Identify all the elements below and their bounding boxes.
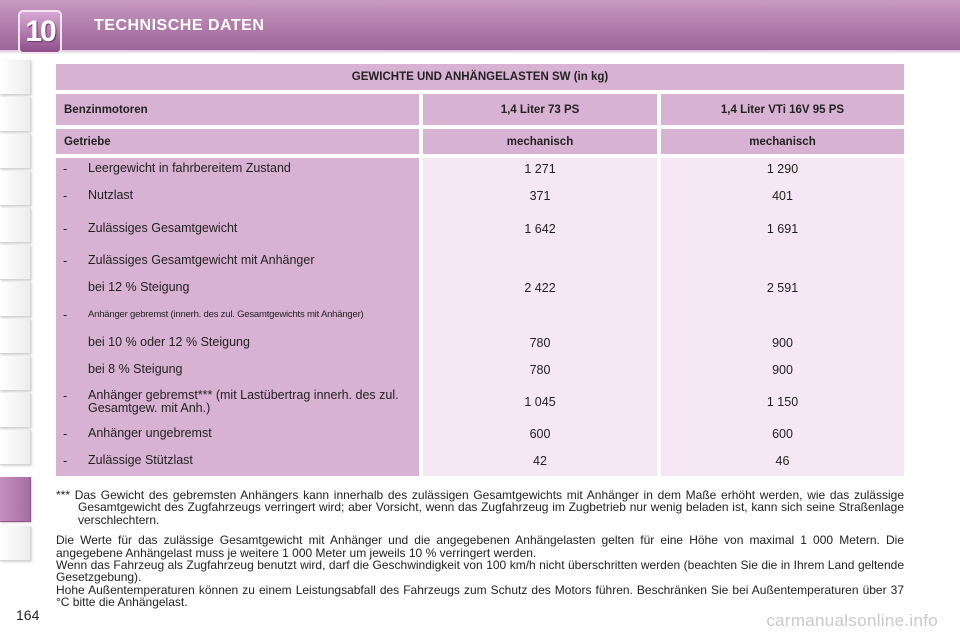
row-label: bei 8 % Steigung bbox=[88, 362, 183, 376]
table-header-row bbox=[56, 129, 904, 154]
row-dash: - bbox=[63, 389, 68, 403]
row-label: Zulässiges Gesamtgewicht mit Anhänger bbox=[88, 253, 315, 267]
chapter-tab[interactable] bbox=[0, 319, 31, 354]
table-cell: 1 150 bbox=[766, 395, 799, 409]
row-dash: - bbox=[63, 254, 68, 268]
chapter-tab[interactable] bbox=[0, 134, 31, 169]
page-number: 164 bbox=[16, 607, 40, 623]
watermark: carmanualsonline.info bbox=[766, 611, 938, 630]
row-dash: - bbox=[63, 427, 68, 441]
row-label: Zulässige Stützlast bbox=[88, 453, 193, 467]
table-cell: 46 bbox=[775, 454, 790, 468]
row-label: Anhänger gebremst (innerh. des zul. Gesamtgewichts mit Anhänger) bbox=[88, 309, 364, 320]
row-dash: - bbox=[63, 454, 68, 468]
table-cell: 2 591 bbox=[766, 281, 799, 295]
header-cell-gearbox: Getriebe bbox=[56, 129, 419, 154]
chapter-tab[interactable] bbox=[0, 356, 31, 391]
row-dash: - bbox=[63, 222, 68, 236]
row-dash: - bbox=[63, 308, 68, 322]
header-cell-model-2: 1,4 Liter VTi 16V 95 PS bbox=[661, 94, 904, 125]
chapter-tab[interactable] bbox=[0, 526, 31, 561]
paragraph: Die Werte für das zulässige Gesamtgewicht mit Anhänger und die angegebenen Anhängelasten gelten für eine Höhe von maximal 1 000 Metern. Die angegebene Anhängelast muss je weitere 1 000 Meter um jeweils 10 % verringert werden. bbox=[56, 533, 904, 560]
paragraph: Hohe Außentemperaturen können zu einem Leistungsabfall des Fahrzeugs zum Schutz des Motors führen. Beschränken Sie bei Außentemperaturen über 37 °C bitte die Anhängelast. bbox=[56, 582, 904, 610]
page-title: TECHNISCHE DATEN bbox=[94, 17, 265, 34]
chapter-tab[interactable] bbox=[0, 245, 31, 280]
table-cell: 1 271 bbox=[524, 162, 556, 176]
chapter-tab[interactable] bbox=[0, 97, 31, 132]
row-label: Zulässiges Gesamtgewicht bbox=[88, 221, 238, 235]
table-header-row bbox=[56, 94, 904, 125]
value-column-1 bbox=[423, 158, 657, 476]
row-label: Anhänger ungebremst bbox=[88, 426, 212, 440]
row-dash: - bbox=[63, 162, 68, 176]
row-label: Anhänger gebremst*** (mit Lastübertrag innerh. des zul. Gesamtgew. mit Anh.) bbox=[88, 388, 399, 415]
row-label: Nutzlast bbox=[88, 188, 134, 202]
header-cell-engine: Benzinmotoren bbox=[56, 94, 419, 125]
chapter-tab-active[interactable] bbox=[0, 477, 31, 522]
header-cell-gearbox-2: mechanisch bbox=[661, 129, 904, 154]
chapter-tab[interactable] bbox=[0, 430, 31, 465]
header-divider bbox=[0, 50, 960, 54]
label-column bbox=[56, 158, 419, 476]
header-cell-gearbox-1: mechanisch bbox=[423, 129, 657, 154]
chapter-number-badge: 10 bbox=[18, 10, 62, 54]
table-cell: 401 bbox=[772, 189, 793, 203]
table-cell: 600 bbox=[772, 427, 793, 441]
table-cell: 780 bbox=[529, 336, 551, 350]
row-label: bei 10 % oder 12 % Steigung bbox=[88, 335, 250, 349]
table-cell: 600 bbox=[529, 427, 551, 441]
table-cell: 1 045 bbox=[524, 395, 556, 409]
weights-table bbox=[56, 64, 904, 476]
table-cell: 1 642 bbox=[524, 222, 556, 236]
chapter-tab[interactable] bbox=[0, 208, 31, 243]
table-cell: 1 691 bbox=[766, 222, 799, 236]
chapter-tab[interactable] bbox=[0, 171, 31, 206]
chapter-tab[interactable] bbox=[0, 60, 31, 95]
header-cell-model-1: 1,4 Liter 73 PS bbox=[423, 94, 657, 125]
chapter-tab-rail bbox=[0, 60, 32, 580]
table-cell: 371 bbox=[529, 189, 551, 203]
chapter-tab[interactable] bbox=[0, 282, 31, 317]
row-label: bei 12 % Steigung bbox=[88, 280, 190, 294]
table-cell: 42 bbox=[533, 454, 547, 468]
table-caption: GEWICHTE UND ANHÄNGELASTEN SW (in kg) bbox=[56, 64, 904, 90]
value-column-2 bbox=[661, 158, 904, 476]
row-label: Leergewicht in fahrbereitem Zustand bbox=[88, 161, 291, 175]
table-cell: 900 bbox=[772, 363, 793, 377]
notes-section bbox=[56, 489, 904, 609]
table-cell: 900 bbox=[772, 336, 793, 350]
table-body bbox=[56, 158, 904, 476]
paragraph: Wenn das Fahrzeug als Zugfahrzeug benutzt wird, darf die Geschwindigkeit von 100 km/h nicht überschritten werden (beachten Sie die in Ihrem Land geltende Gesetzgebung). bbox=[56, 558, 904, 585]
footnote: *** Das Gewicht des gebremsten Anhängers kann innerhalb des zulässigen Gesamtgewichts mit Anhänger in dem Maße erhöht werden, wie das zulässige Gesamtgewicht des Zugfahrzeugs verringert wird; aber Vorsicht, wenn das Zugfahrzeug im Zugbetrieb nur wenig beladen ist, kann sich seine Straßenlage verschlechtern. bbox=[56, 488, 904, 527]
table-cell: 1 290 bbox=[766, 162, 799, 176]
table-cell: 2 422 bbox=[524, 281, 556, 295]
table-cell: 780 bbox=[529, 363, 551, 377]
row-dash: - bbox=[63, 189, 68, 203]
chapter-tab[interactable] bbox=[0, 393, 31, 428]
